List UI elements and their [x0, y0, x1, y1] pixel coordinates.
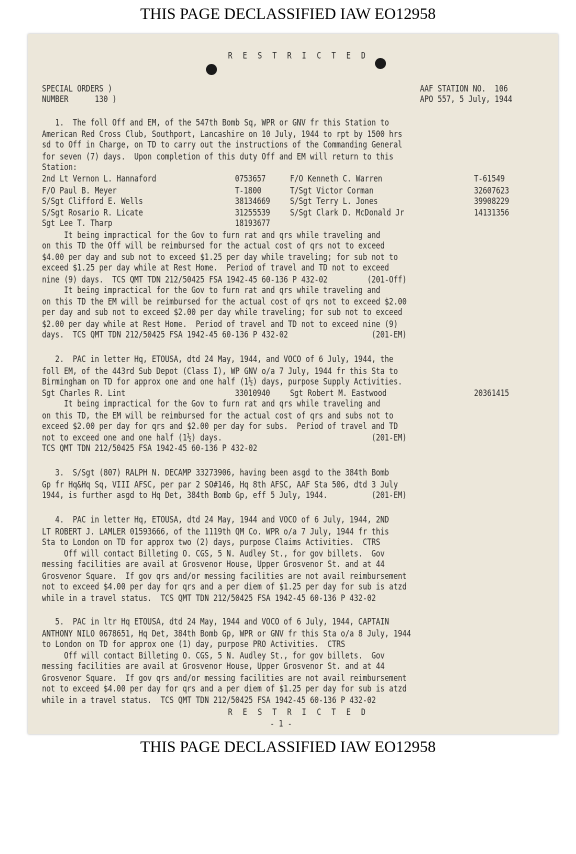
- p5-line: while in a travel status. TCS QMT TDN 212/50425 FSA 1942-45 60-136 P 432-02: [42, 694, 376, 705]
- p1-line: days. TCS QMT TDN 212/50425 FSA 1942-45 60-136 P 432-02 (201-EM): [42, 329, 407, 340]
- p2-line: 2. PAC in letter Hq, ETOUSA, dtd 24 May, 1944, and VOCO of 6 July, 1944, the: [42, 353, 394, 365]
- p5-line: Grosvenor Square. If gov qrs and/or messing facilities are not avail reimbursement: [42, 671, 407, 683]
- p2-line: foll EM, of the 443rd Sub Depot (Class I), WP GNV o/a 7 July, 1944 fr this Sta to: [42, 365, 398, 376]
- p1-line: It being impractical for the Gov to furn rat and qrs while traveling and: [42, 284, 381, 296]
- p5-line: not to exceed $4.00 per day for qrs and a per diem of $1.25 per day for sub is atzd: [42, 683, 407, 694]
- order-date: APO 557, 5 July, 1944: [420, 93, 513, 105]
- p1-line: nine (9) days. TCS QMT TDN 212/50425 FSA 1942-45 60-136 P 432-02 (201-Off): [42, 273, 407, 285]
- roster-name: Sgt Lee T. Tharp: [42, 217, 113, 229]
- roster-serial: 38134669: [235, 195, 271, 207]
- document-body: [28, 34, 558, 854]
- p1-line: $4.00 per day and sub not to exceed $1.25 per day while traveling; for sub not to: [42, 251, 398, 262]
- roster-name: Sgt Robert M. Eastwood: [290, 387, 387, 398]
- roster-name: F/O Kenneth C. Warren: [290, 173, 383, 184]
- p1-line: on this TD the Off will be reimbursed for the actual cost of qrs not to exceed: [42, 240, 385, 251]
- roster-name: Sgt Charles R. Lint: [42, 387, 126, 398]
- p2-line: Birmingham on TD for approx one and one half (1½) days, purpose Supply Activities.: [42, 376, 403, 387]
- p1-line: on this TD the EM will be reimbursed for the actual cost of qrs not to exceed $2.00: [42, 295, 407, 307]
- p1-line: $2.00 per day while at Rest Home. Period of travel and TD not to exceed nine (9): [42, 318, 398, 329]
- roster-name: S/Sgt Terry L. Jones: [290, 195, 378, 207]
- p2-line: not to exceed one and one half (1½) days. (201-EM): [42, 431, 407, 443]
- roster-serial: 31255539: [235, 206, 271, 218]
- p5-line: messing facilities are avail at Grosvenor House, Upper Grosvenor St. and at 44: [42, 660, 385, 672]
- p5-line: Off will contact Billeting O. CGS, 5 N. Audley St., for gov billets. Gov: [42, 649, 385, 661]
- p2-line: It being impractical for the Gov to furn rat and qrs while traveling and: [42, 398, 381, 409]
- p3-line: Gp fr Hq&Hq Sq, VIII AFSC, per par 2 SO#146, Hq 8th AFSC, AAF Sta 506, dtd 3 July: [42, 478, 398, 490]
- roster-name: S/Sgt Clifford E. Wells: [42, 195, 144, 207]
- p4-line: not to exceed $4.00 per day for qrs and a per diem of $1.25 per day for sub is atzd: [42, 581, 407, 592]
- roster-serial: T-1800: [235, 184, 262, 196]
- p2-line: TCS QMT TDN 212/50425 FSA 1942-45 60-136 P 432-02: [42, 442, 258, 454]
- p5-line: 5. PAC in ltr Hq ETOUSA, dtd 24 May, 1944 and VOCO of 6 July, 1944, CAPTAIN: [42, 616, 390, 627]
- p4-line: LT ROBERT J. LAMLER 01593666, of the 1119th QM Co. WPR o/a 7 July, 1944 fr this: [42, 525, 390, 537]
- p5-line: to London on TD for approx one (1) day, purpose PRO Activities. CTRS: [42, 638, 346, 650]
- p4-line: messing facilities are avail at Grosvenor House, Upper Grosvenor St. and at 44: [42, 558, 385, 570]
- p2-line: exceed $2.00 per day for qrs and $2.00 per day for subs. Period of travel and TD: [42, 420, 398, 432]
- roster-name: T/Sgt Victor Corman: [290, 184, 374, 196]
- p5-line: ANTHONY NILO 0678651, Hq Det, 384th Bomb Gp, WPR or GNV fr this Sta o/a 8 July, 1944: [42, 627, 412, 639]
- p3-line: 1944, is further asgd to Hq Det, 384th Bomb Gp, eff 5 July, 1944. (201-EM): [42, 489, 407, 501]
- roster-name: F/O Paul B. Meyer: [42, 184, 117, 196]
- p1-line: exceed $1.25 per day while at Rest Home. Period of travel and TD not to exceed: [42, 262, 390, 274]
- p1-line: for seven (7) days. Upon completion of this duty Off and EM will return to this: [42, 150, 394, 162]
- roster-name: S/Sgt Rosario R. Licate: [42, 206, 144, 218]
- roster-serial: 14131356: [474, 206, 510, 218]
- declassified-banner-top: THIS PAGE DECLASSIFIED IAW EO12958: [140, 6, 436, 23]
- p4-line: Sta to London on TD for approx two (2) days, purpose Claims Activities. CTRS: [42, 536, 381, 548]
- roster-serial: T-61549: [474, 173, 505, 184]
- roster-serial: 33010940: [235, 387, 271, 398]
- p2-line: on this TD, the EM will be reimbursed for the actual cost of qrs and subs not to: [42, 409, 394, 421]
- p1-line: American Red Cross Club, Southport, Lancashire on 10 July, 1944 to rpt by 1500 hrs: [42, 128, 403, 139]
- roster-name: S/Sgt Clark D. McDonald Jr: [290, 206, 405, 218]
- p1-line: sd to Off in Charge, on TD to carry out the instructions of the Commanding General: [42, 139, 403, 150]
- p4-line: while in a travel status. TCS QMT TDN 212/50425 FSA 1942-45 60-136 P 432-02: [42, 592, 376, 603]
- p1-line: 1. The foll Off and EM, of the 547th Bomb Sq, WPR or GNV fr this Station to: [42, 117, 390, 128]
- roster-serial: 18193677: [235, 217, 271, 229]
- roster-serial: 32607623: [474, 184, 510, 196]
- roster-name: 2nd Lt Vernon L. Hannaford: [42, 173, 157, 184]
- p4-line: Off will contact Billeting O. CGS, 5 N. Audley St., for gov billets. Gov: [42, 547, 385, 559]
- declassified-banner-bottom: THIS PAGE DECLASSIFIED IAW EO12958: [140, 739, 436, 756]
- restricted-footer: R E S T R I C T E D: [228, 706, 369, 718]
- station-label: AAF STATION NO. 106: [420, 83, 508, 94]
- p4-line: Grosvenor Square. If gov qrs and/or messing facilities are not avail reimbursement: [42, 570, 407, 581]
- roster-serial: 39908229: [474, 195, 510, 207]
- restricted-header: R E S T R I C T E D: [228, 50, 369, 61]
- p3-line: 3. S/Sgt (807) RALPH N. DECAMP 33273906, having been asgd to the 384th Bomb: [42, 467, 390, 479]
- p1-line: It being impractical for the Gov to furn rat and qrs while traveling and: [42, 229, 381, 240]
- page-number: - 1 -: [270, 718, 292, 729]
- document-page: [28, 34, 558, 734]
- special-orders-label: SPECIAL ORDERS ): [42, 83, 113, 94]
- roster-serial: 0753657: [235, 173, 266, 184]
- order-number: NUMBER 130 ): [42, 93, 117, 105]
- roster-serial: 20361415: [474, 387, 510, 398]
- p1-line: per day and sub not to exceed $2.00 per day while traveling; for sub not to exceed: [42, 307, 403, 318]
- p1-line: Station:: [42, 161, 78, 173]
- p4-line: 4. PAC in letter Hq, ETOUSA, dtd 24 May, 1944 and VOCO of 6 July, 1944, 2ND: [42, 514, 390, 525]
